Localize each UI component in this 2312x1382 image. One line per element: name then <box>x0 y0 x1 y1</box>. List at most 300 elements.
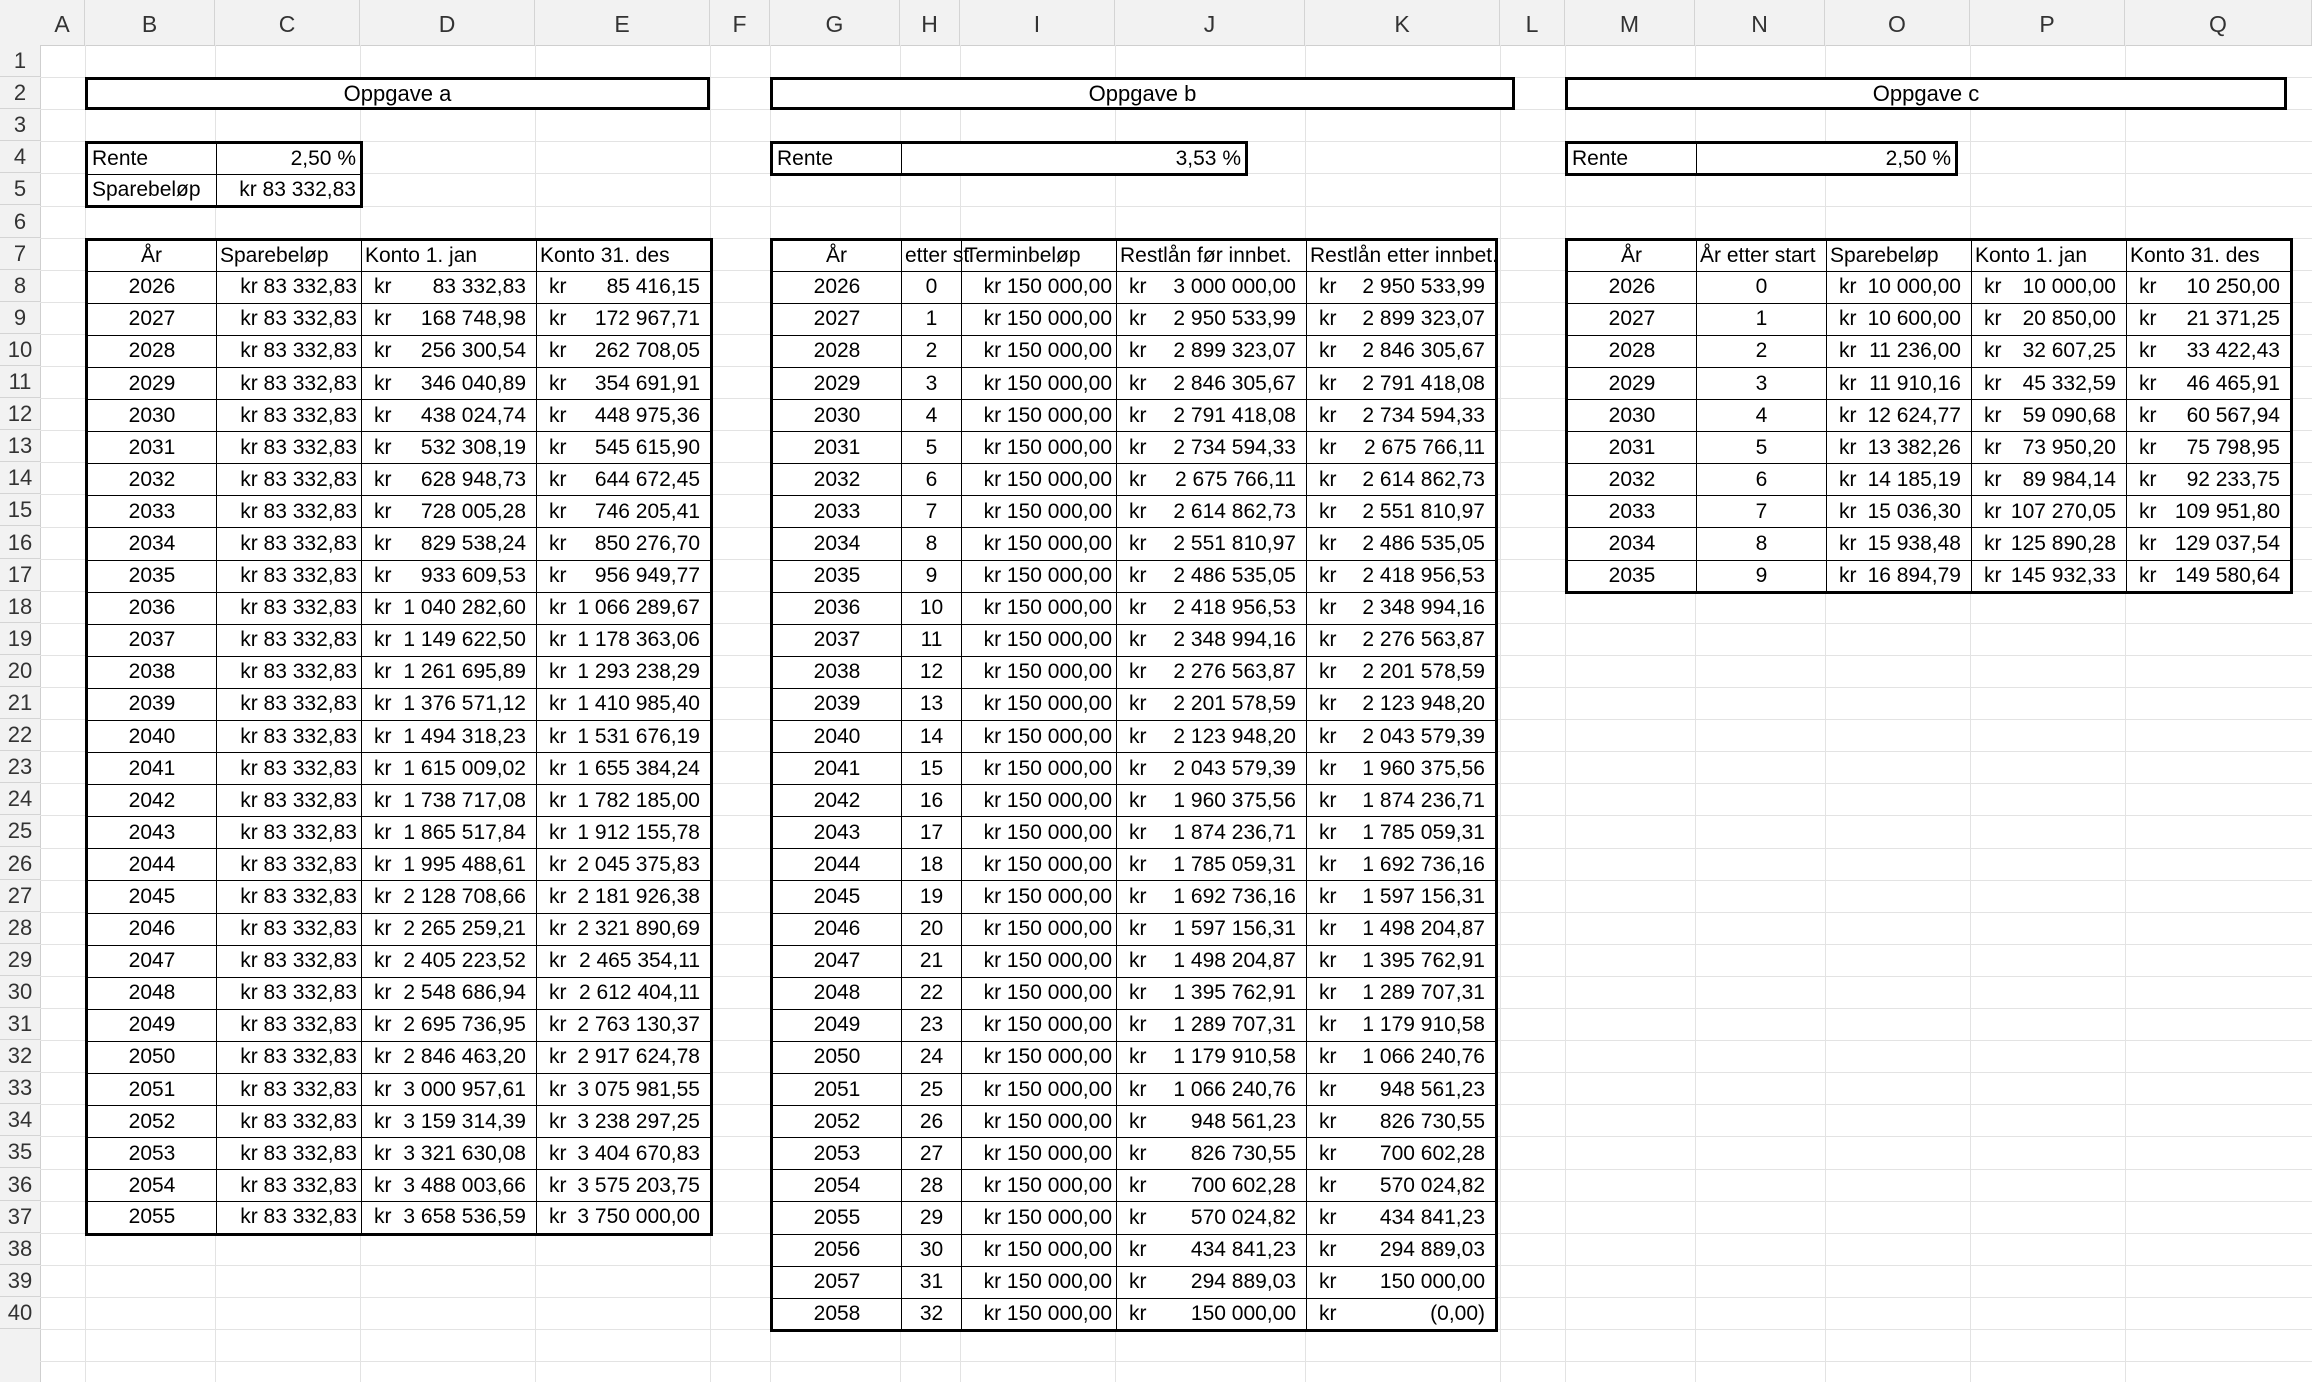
section-c-cell[interactable] <box>1972 464 2127 496</box>
section-b-cell[interactable] <box>1307 945 1497 977</box>
section-b-cell[interactable] <box>1307 753 1497 785</box>
section-b-cell[interactable]: 2051 <box>772 1074 902 1106</box>
section-b-cell[interactable] <box>1307 1106 1497 1138</box>
row-header-8[interactable]: 8 <box>0 270 40 302</box>
section-c-cell[interactable]: 2029 <box>1567 367 1697 399</box>
section-a-cell[interactable]: kr 83 332,83 <box>217 785 362 817</box>
section-a-cell[interactable]: 2051 <box>87 1074 217 1106</box>
section-b-cell[interactable]: 25 <box>902 1074 962 1106</box>
section-c-cell[interactable] <box>2127 560 2292 592</box>
section-c-cell[interactable] <box>1972 432 2127 464</box>
row-header-38[interactable]: 38 <box>0 1233 40 1265</box>
section-b-column-header[interactable]: Restlån før innbet. <box>1117 239 1307 271</box>
section-a-cell[interactable] <box>537 977 712 1009</box>
section-b-cell[interactable]: kr 150 000,00 <box>962 1298 1117 1330</box>
column-header-i[interactable]: I <box>960 0 1115 45</box>
column-header-a[interactable]: A <box>40 0 85 45</box>
section-c-column-header[interactable]: Konto 31. des <box>2127 239 2292 271</box>
section-c-cell[interactable]: 2031 <box>1567 432 1697 464</box>
column-header-h[interactable]: H <box>900 0 960 45</box>
section-b-cell[interactable] <box>1117 271 1307 303</box>
section-b-cell[interactable]: 12 <box>902 656 962 688</box>
section-a-cell[interactable]: kr 83 332,83 <box>217 977 362 1009</box>
section-a-cell[interactable] <box>537 785 712 817</box>
section-a-param-label[interactable]: Rente <box>87 143 217 175</box>
section-b-cell[interactable] <box>1117 560 1307 592</box>
row-header-37[interactable]: 37 <box>0 1201 40 1233</box>
section-b-cell[interactable] <box>1117 1138 1307 1170</box>
section-a-cell[interactable] <box>537 335 712 367</box>
row-header-26[interactable]: 26 <box>0 848 40 880</box>
section-a-cell[interactable] <box>537 560 712 592</box>
section-a-cell[interactable] <box>362 432 537 464</box>
section-b-cell[interactable]: 5 <box>902 432 962 464</box>
section-b-cell[interactable] <box>1307 560 1497 592</box>
section-a-cell[interactable] <box>362 1009 537 1041</box>
section-b-cell[interactable]: kr 150 000,00 <box>962 271 1117 303</box>
row-header-24[interactable]: 24 <box>0 783 40 815</box>
section-b-cell[interactable] <box>1117 881 1307 913</box>
section-a-cell[interactable]: kr 83 332,83 <box>217 753 362 785</box>
section-b-cell[interactable] <box>1307 528 1497 560</box>
section-a-cell[interactable] <box>362 881 537 913</box>
section-b-cell[interactable] <box>1307 656 1497 688</box>
row-header-3[interactable]: 3 <box>0 109 40 141</box>
section-a-cell[interactable]: kr 83 332,83 <box>217 688 362 720</box>
section-b-param-value[interactable]: 3,53 % <box>902 143 1247 175</box>
section-a-cell[interactable]: 2044 <box>87 849 217 881</box>
section-a-cell[interactable] <box>537 1041 712 1073</box>
section-a-cell[interactable]: kr 83 332,83 <box>217 432 362 464</box>
section-c-cell[interactable]: 2032 <box>1567 464 1697 496</box>
section-a-cell[interactable] <box>537 367 712 399</box>
section-a-cell[interactable] <box>537 624 712 656</box>
section-c-cell[interactable]: 2026 <box>1567 271 1697 303</box>
section-b-cell[interactable]: 4 <box>902 400 962 432</box>
section-c-param-label[interactable]: Rente <box>1567 143 1697 175</box>
section-b-cell[interactable]: kr 150 000,00 <box>962 592 1117 624</box>
section-b-cell[interactable] <box>1307 1170 1497 1202</box>
section-a-cell[interactable] <box>537 528 712 560</box>
section-b-cell[interactable] <box>1307 1009 1497 1041</box>
section-b-title[interactable]: Oppgave b <box>770 77 1515 110</box>
section-c-cell[interactable] <box>1972 496 2127 528</box>
section-b-cell[interactable]: 6 <box>902 464 962 496</box>
section-a-cell[interactable] <box>362 721 537 753</box>
row-header-9[interactable]: 9 <box>0 302 40 334</box>
section-a-cell[interactable]: kr 83 332,83 <box>217 592 362 624</box>
row-header-10[interactable]: 10 <box>0 334 40 366</box>
row-header-5[interactable]: 5 <box>0 173 40 205</box>
row-header-4[interactable]: 4 <box>0 141 40 173</box>
section-b-cell[interactable]: 24 <box>902 1041 962 1073</box>
section-c-cell[interactable] <box>2127 528 2292 560</box>
section-c-column-header[interactable]: År etter start <box>1697 239 1827 271</box>
section-b-cell[interactable] <box>1117 303 1307 335</box>
column-header-j[interactable]: J <box>1115 0 1305 45</box>
section-c-cell[interactable] <box>2127 367 2292 399</box>
section-a-cell[interactable] <box>362 977 537 1009</box>
section-b-column-header[interactable]: Terminbeløp <box>962 239 1117 271</box>
section-b-cell[interactable]: 14 <box>902 721 962 753</box>
section-b-cell[interactable] <box>1307 303 1497 335</box>
section-a-cell[interactable] <box>537 721 712 753</box>
section-b-cell[interactable] <box>1307 1298 1497 1330</box>
section-a-cell[interactable] <box>537 1202 712 1234</box>
section-b-cell[interactable]: 3 <box>902 367 962 399</box>
section-b-cell[interactable]: 2035 <box>772 560 902 592</box>
section-b-cell[interactable] <box>1117 656 1307 688</box>
section-c-cell[interactable] <box>1827 271 1972 303</box>
section-b-cell[interactable] <box>1117 1009 1307 1041</box>
section-c-cell[interactable] <box>1827 335 1972 367</box>
section-b-cell[interactable]: kr 150 000,00 <box>962 817 1117 849</box>
row-header-22[interactable]: 22 <box>0 719 40 751</box>
section-b-cell[interactable]: kr 150 000,00 <box>962 1202 1117 1234</box>
section-b-cell[interactable] <box>1117 624 1307 656</box>
section-b-cell[interactable]: 28 <box>902 1170 962 1202</box>
section-b-cell[interactable] <box>1307 496 1497 528</box>
section-b-params-box[interactable] <box>770 141 1248 176</box>
section-c-cell[interactable] <box>2127 335 2292 367</box>
section-b-cell[interactable] <box>1307 881 1497 913</box>
section-a-cell[interactable] <box>362 688 537 720</box>
section-a-cell[interactable]: 2040 <box>87 721 217 753</box>
section-b-cell[interactable] <box>1117 785 1307 817</box>
section-b-cell[interactable]: kr 150 000,00 <box>962 656 1117 688</box>
section-b-cell[interactable] <box>1117 1041 1307 1073</box>
section-b-cell[interactable] <box>1117 753 1307 785</box>
section-c-cell[interactable]: 2027 <box>1567 303 1697 335</box>
section-b-cell[interactable]: 22 <box>902 977 962 1009</box>
section-b-cell[interactable] <box>1117 1202 1307 1234</box>
section-b-cell[interactable]: kr 150 000,00 <box>962 688 1117 720</box>
section-a-param-label[interactable]: Sparebeløp <box>87 175 217 207</box>
section-c-cell[interactable] <box>1827 528 1972 560</box>
section-b-cell[interactable] <box>1117 432 1307 464</box>
section-a-cell[interactable] <box>362 753 537 785</box>
column-header-l[interactable]: L <box>1500 0 1565 45</box>
section-a-cell[interactable]: 2047 <box>87 945 217 977</box>
section-b-cell[interactable]: 2032 <box>772 464 902 496</box>
section-c-cell[interactable]: 0 <box>1697 271 1827 303</box>
section-a-cell[interactable]: 2027 <box>87 303 217 335</box>
section-b-cell[interactable]: 2055 <box>772 1202 902 1234</box>
section-b-cell[interactable] <box>1307 913 1497 945</box>
section-b-cell[interactable]: kr 150 000,00 <box>962 432 1117 464</box>
section-c-cell[interactable]: 6 <box>1697 464 1827 496</box>
section-b-cell[interactable]: kr 150 000,00 <box>962 335 1117 367</box>
section-a-cell[interactable]: 2041 <box>87 753 217 785</box>
section-a-cell[interactable]: 2054 <box>87 1170 217 1202</box>
row-header-23[interactable]: 23 <box>0 751 40 783</box>
section-c-cell[interactable] <box>1827 303 1972 335</box>
section-b-cell[interactable]: 2046 <box>772 913 902 945</box>
section-c-column-header[interactable]: Sparebeløp <box>1827 239 1972 271</box>
row-header-36[interactable]: 36 <box>0 1169 40 1201</box>
section-a-cell[interactable]: kr 83 332,83 <box>217 721 362 753</box>
column-header-d[interactable]: D <box>360 0 535 45</box>
section-a-cell[interactable] <box>362 400 537 432</box>
section-a-cell[interactable] <box>362 1106 537 1138</box>
section-c-cell[interactable]: 2034 <box>1567 528 1697 560</box>
section-a-cell[interactable]: 2036 <box>87 592 217 624</box>
section-a-cell[interactable]: 2039 <box>87 688 217 720</box>
section-a-cell[interactable] <box>362 528 537 560</box>
section-b-cell[interactable]: 2042 <box>772 785 902 817</box>
row-header-34[interactable]: 34 <box>0 1104 40 1136</box>
section-a-cell[interactable] <box>537 1074 712 1106</box>
section-b-cell[interactable]: 31 <box>902 1266 962 1298</box>
section-a-cell[interactable]: 2033 <box>87 496 217 528</box>
section-b-cell[interactable]: 2031 <box>772 432 902 464</box>
section-c-cell[interactable]: 2035 <box>1567 560 1697 592</box>
section-b-cell[interactable] <box>1307 464 1497 496</box>
section-a-cell[interactable]: kr 83 332,83 <box>217 913 362 945</box>
section-b-cell[interactable]: kr 150 000,00 <box>962 785 1117 817</box>
section-b-cell[interactable]: kr 150 000,00 <box>962 1266 1117 1298</box>
section-a-params-box[interactable] <box>85 141 363 208</box>
section-c-cell[interactable]: 7 <box>1697 496 1827 528</box>
section-b-cell[interactable] <box>1117 1298 1307 1330</box>
section-b-cell[interactable]: 2026 <box>772 271 902 303</box>
row-header-16[interactable]: 16 <box>0 527 40 559</box>
section-b-cell[interactable] <box>1117 721 1307 753</box>
section-b-cell[interactable]: 30 <box>902 1234 962 1266</box>
section-c-cell[interactable]: 2028 <box>1567 335 1697 367</box>
row-header-12[interactable]: 12 <box>0 398 40 430</box>
section-b-cell[interactable]: 7 <box>902 496 962 528</box>
column-header-q[interactable]: Q <box>2125 0 2312 45</box>
column-header-o[interactable]: O <box>1825 0 1970 45</box>
section-c-cell[interactable] <box>1827 560 1972 592</box>
section-b-cell[interactable] <box>1117 528 1307 560</box>
section-a-cell[interactable] <box>537 688 712 720</box>
section-b-cell[interactable] <box>1307 432 1497 464</box>
section-b-cell[interactable]: 26 <box>902 1106 962 1138</box>
section-b-cell[interactable]: 29 <box>902 1202 962 1234</box>
section-b-cell[interactable] <box>1117 945 1307 977</box>
section-b-cell[interactable]: 2041 <box>772 753 902 785</box>
section-b-cell[interactable]: kr 150 000,00 <box>962 849 1117 881</box>
section-b-cell[interactable] <box>1307 1074 1497 1106</box>
section-b-cell[interactable]: kr 150 000,00 <box>962 1074 1117 1106</box>
section-a-cell[interactable] <box>537 945 712 977</box>
section-b-cell[interactable]: 2048 <box>772 977 902 1009</box>
section-a-cell[interactable]: kr 83 332,83 <box>217 1202 362 1234</box>
row-header-18[interactable]: 18 <box>0 591 40 623</box>
section-b-cell[interactable] <box>1307 367 1497 399</box>
row-header-35[interactable]: 35 <box>0 1136 40 1168</box>
section-a-cell[interactable]: 2032 <box>87 464 217 496</box>
section-b-cell[interactable]: 2039 <box>772 688 902 720</box>
section-c-cell[interactable] <box>2127 432 2292 464</box>
section-b-cell[interactable] <box>1117 1234 1307 1266</box>
section-a-cell[interactable]: 2046 <box>87 913 217 945</box>
section-b-cell[interactable]: 8 <box>902 528 962 560</box>
section-a-cell[interactable]: 2034 <box>87 528 217 560</box>
section-a-cell[interactable]: kr 83 332,83 <box>217 1041 362 1073</box>
section-a-cell[interactable] <box>362 464 537 496</box>
section-a-cell[interactable] <box>537 1106 712 1138</box>
section-c-cell[interactable] <box>1972 400 2127 432</box>
section-b-cell[interactable] <box>1117 592 1307 624</box>
section-a-column-header[interactable]: År <box>87 239 217 271</box>
section-a-cell[interactable]: kr 83 332,83 <box>217 1106 362 1138</box>
section-b-cell[interactable] <box>1117 1266 1307 1298</box>
section-c-cell[interactable]: 3 <box>1697 367 1827 399</box>
section-b-cell[interactable] <box>1307 785 1497 817</box>
column-header-k[interactable]: K <box>1305 0 1500 45</box>
section-b-cell[interactable]: 2027 <box>772 303 902 335</box>
section-a-cell[interactable] <box>537 656 712 688</box>
section-a-cell[interactable] <box>362 496 537 528</box>
section-a-cell[interactable]: kr 83 332,83 <box>217 335 362 367</box>
section-a-cell[interactable] <box>362 1202 537 1234</box>
section-a-cell[interactable] <box>537 913 712 945</box>
section-b-cell[interactable]: 1 <box>902 303 962 335</box>
section-b-cell[interactable]: kr 150 000,00 <box>962 1009 1117 1041</box>
column-header-p[interactable]: P <box>1970 0 2125 45</box>
section-b-cell[interactable] <box>1307 1041 1497 1073</box>
section-b-cell[interactable] <box>1307 721 1497 753</box>
section-c-cell[interactable] <box>1827 496 1972 528</box>
section-b-cell[interactable]: 2052 <box>772 1106 902 1138</box>
section-c-cell[interactable] <box>1972 303 2127 335</box>
section-c-params-box[interactable] <box>1565 141 1958 176</box>
section-b-cell[interactable]: 2047 <box>772 945 902 977</box>
section-c-cell[interactable] <box>1972 271 2127 303</box>
section-a-title[interactable]: Oppgave a <box>85 77 710 110</box>
section-b-cell[interactable]: 2056 <box>772 1234 902 1266</box>
section-b-cell[interactable]: kr 150 000,00 <box>962 1041 1117 1073</box>
section-b-cell[interactable]: kr 150 000,00 <box>962 303 1117 335</box>
section-a-cell[interactable]: kr 83 332,83 <box>217 271 362 303</box>
section-b-cell[interactable]: 32 <box>902 1298 962 1330</box>
section-a-cell[interactable]: kr 83 332,83 <box>217 1009 362 1041</box>
section-a-cell[interactable] <box>537 432 712 464</box>
section-a-cell[interactable]: 2031 <box>87 432 217 464</box>
section-b-cell[interactable]: 2043 <box>772 817 902 849</box>
row-header-32[interactable]: 32 <box>0 1040 40 1072</box>
section-b-cell[interactable] <box>1307 1234 1497 1266</box>
section-a-cell[interactable]: kr 83 332,83 <box>217 560 362 592</box>
section-b-cell[interactable]: kr 150 000,00 <box>962 1138 1117 1170</box>
section-c-cell[interactable]: 8 <box>1697 528 1827 560</box>
section-a-cell[interactable] <box>537 849 712 881</box>
section-b-cell[interactable]: 2050 <box>772 1041 902 1073</box>
row-header-30[interactable]: 30 <box>0 976 40 1008</box>
section-b-cell[interactable] <box>1307 624 1497 656</box>
section-a-cell[interactable]: kr 83 332,83 <box>217 817 362 849</box>
row-header-14[interactable]: 14 <box>0 462 40 494</box>
section-a-cell[interactable] <box>537 464 712 496</box>
section-b-cell[interactable]: kr 150 000,00 <box>962 624 1117 656</box>
section-a-cell[interactable] <box>362 1041 537 1073</box>
row-header-27[interactable]: 27 <box>0 880 40 912</box>
section-b-cell[interactable] <box>1307 849 1497 881</box>
section-b-cell[interactable]: 10 <box>902 592 962 624</box>
row-header-29[interactable]: 29 <box>0 944 40 976</box>
section-b-cell[interactable]: kr 150 000,00 <box>962 528 1117 560</box>
section-c-cell[interactable] <box>2127 496 2292 528</box>
section-c-cell[interactable]: 1 <box>1697 303 1827 335</box>
section-b-cell[interactable]: kr 150 000,00 <box>962 1234 1117 1266</box>
section-b-cell[interactable]: kr 150 000,00 <box>962 1170 1117 1202</box>
row-header-7[interactable]: 7 <box>0 238 40 270</box>
section-b-cell[interactable]: kr 150 000,00 <box>962 560 1117 592</box>
section-a-cell[interactable]: kr 83 332,83 <box>217 464 362 496</box>
section-a-cell[interactable]: 2029 <box>87 367 217 399</box>
section-a-cell[interactable] <box>362 335 537 367</box>
row-header-17[interactable]: 17 <box>0 559 40 591</box>
section-a-cell[interactable]: 2035 <box>87 560 217 592</box>
section-b-cell[interactable] <box>1117 367 1307 399</box>
column-header-c[interactable]: C <box>215 0 360 45</box>
section-b-cell[interactable] <box>1307 1266 1497 1298</box>
section-b-cell[interactable]: 11 <box>902 624 962 656</box>
section-c-cell[interactable] <box>1827 367 1972 399</box>
section-b-cell[interactable]: kr 150 000,00 <box>962 367 1117 399</box>
section-b-cell[interactable]: 2030 <box>772 400 902 432</box>
section-b-cell[interactable]: 2033 <box>772 496 902 528</box>
section-b-cell[interactable]: 2028 <box>772 335 902 367</box>
section-c-cell[interactable] <box>1972 560 2127 592</box>
section-c-table[interactable] <box>1565 238 2293 594</box>
section-a-cell[interactable]: 2028 <box>87 335 217 367</box>
section-b-table[interactable] <box>770 238 1498 1332</box>
section-a-cell[interactable]: kr 83 332,83 <box>217 367 362 399</box>
section-c-cell[interactable] <box>2127 464 2292 496</box>
section-b-cell[interactable]: 2034 <box>772 528 902 560</box>
row-header-11[interactable]: 11 <box>0 366 40 398</box>
section-a-cell[interactable] <box>362 560 537 592</box>
section-b-cell[interactable]: 19 <box>902 881 962 913</box>
section-a-cell[interactable]: 2053 <box>87 1138 217 1170</box>
section-a-cell[interactable]: 2038 <box>87 656 217 688</box>
section-b-cell[interactable] <box>1307 271 1497 303</box>
section-b-column-header[interactable]: etter st <box>902 239 962 271</box>
section-c-cell[interactable]: 2 <box>1697 335 1827 367</box>
section-a-cell[interactable]: 2030 <box>87 400 217 432</box>
row-header-1[interactable]: 1 <box>0 45 40 77</box>
section-b-column-header[interactable]: Restlån etter innbet. <box>1307 239 1497 271</box>
section-a-cell[interactable] <box>537 271 712 303</box>
section-b-cell[interactable] <box>1307 1202 1497 1234</box>
section-c-cell[interactable]: 5 <box>1697 432 1827 464</box>
section-b-cell[interactable] <box>1117 1106 1307 1138</box>
section-a-cell[interactable]: 2045 <box>87 881 217 913</box>
section-a-cell[interactable] <box>362 945 537 977</box>
column-header-e[interactable]: E <box>535 0 710 45</box>
row-header-25[interactable]: 25 <box>0 815 40 847</box>
section-c-cell[interactable] <box>1972 335 2127 367</box>
section-a-cell[interactable] <box>537 753 712 785</box>
section-b-cell[interactable]: kr 150 000,00 <box>962 753 1117 785</box>
section-a-cell[interactable]: kr 83 332,83 <box>217 624 362 656</box>
section-b-cell[interactable]: 9 <box>902 560 962 592</box>
row-header-28[interactable]: 28 <box>0 912 40 944</box>
section-b-column-header[interactable]: År <box>772 239 902 271</box>
section-b-cell[interactable]: 2040 <box>772 721 902 753</box>
section-a-cell[interactable]: 2043 <box>87 817 217 849</box>
section-a-cell[interactable] <box>362 849 537 881</box>
section-a-cell[interactable] <box>537 1009 712 1041</box>
section-a-cell[interactable] <box>537 817 712 849</box>
section-a-cell[interactable]: kr 83 332,83 <box>217 400 362 432</box>
section-b-cell[interactable]: 16 <box>902 785 962 817</box>
section-a-cell[interactable] <box>362 592 537 624</box>
